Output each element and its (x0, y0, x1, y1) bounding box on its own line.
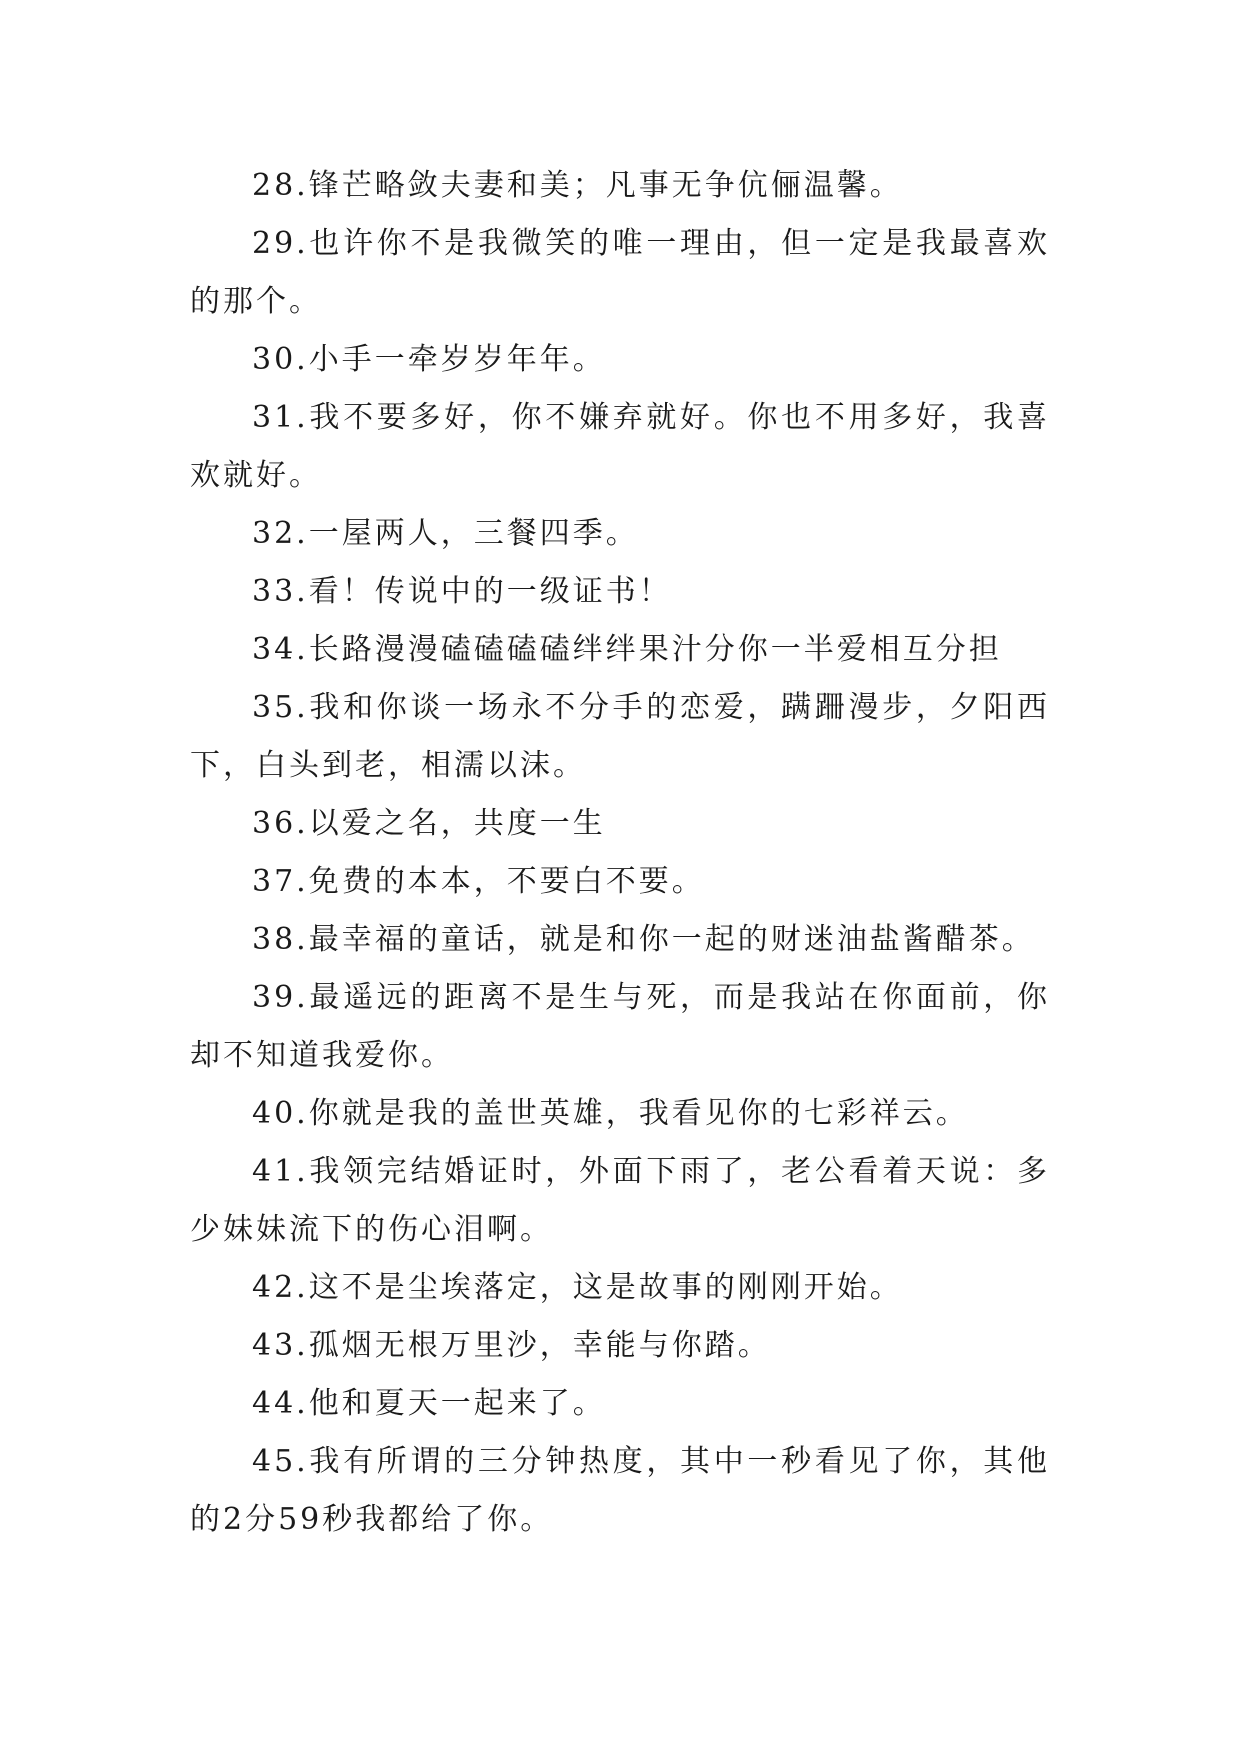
paragraph-33: 33.看！传说中的一级证书！ (252, 574, 672, 609)
paragraph-45: 45.我有所谓的三分钟热度，其中一秒看见了你，其他的2分59秒我都给了你。 (190, 1444, 1050, 1537)
paragraph-43: 43.孤烟无根万里沙，幸能与你踏。 (252, 1328, 771, 1363)
paragraph-32: 32.一屋两人，三餐四季。 (252, 516, 639, 551)
paragraph-36: 36.以爱之名，共度一生 (252, 806, 606, 841)
paragraph-39: 39.最遥远的距离不是生与死，而是我站在你面前，你却不知道我爱你。 (190, 980, 1050, 1073)
paragraph-37: 37.免费的本本，不要白不要。 (252, 864, 705, 899)
paragraph-40: 40.你就是我的盖世英雄，我看见你的七彩祥云。 (252, 1096, 969, 1131)
paragraph-35: 35.我和你谈一场永不分手的恋爱，蹒跚漫步，夕阳西下，白头到老，相濡以沫。 (190, 690, 1050, 783)
paragraph-38: 38.最幸福的童话，就是和你一起的财迷油盐酱醋茶。 (252, 922, 1035, 957)
document-body (190, 157, 1050, 1549)
paragraph-34: 34.长路漫漫磕磕磕磕绊绊果汁分你一半爱相互分担 (252, 632, 1002, 667)
paragraph-29: 29.也许你不是我微笑的唯一理由，但一定是我最喜欢的那个。 (190, 226, 1050, 319)
paragraph-28: 28.锋芒略敛夫妻和美；凡事无争伉俪温馨。 (252, 168, 903, 203)
paragraph-41: 41.我领完结婚证时，外面下雨了，老公看着天说：多少妹妹流下的伤心泪啊。 (190, 1154, 1050, 1247)
paragraph-30: 30.小手一牵岁岁年年。 (252, 342, 606, 377)
paragraph-42: 42.这不是尘埃落定，这是故事的刚刚开始。 (252, 1270, 903, 1305)
paragraph-44: 44.他和夏天一起来了。 (252, 1386, 606, 1421)
paragraph-31: 31.我不要多好，你不嫌弃就好。你也不用多好，我喜欢就好。 (190, 400, 1050, 493)
